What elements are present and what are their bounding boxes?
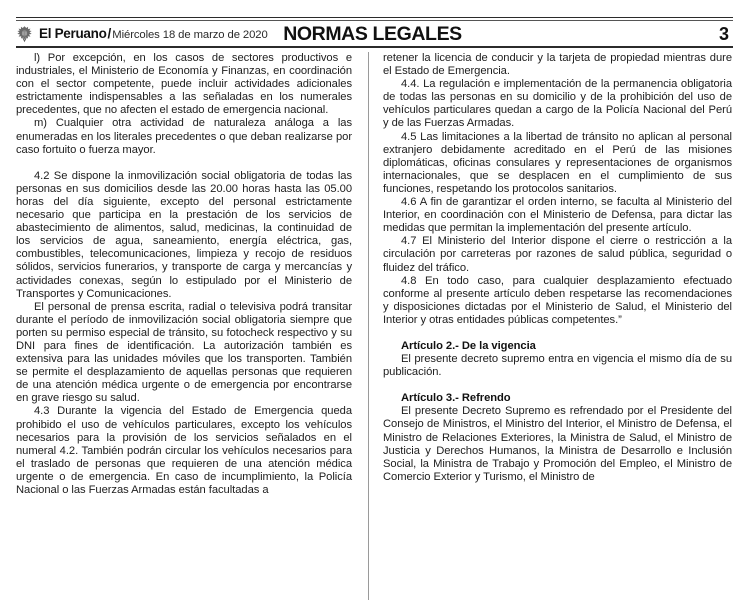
paragraph-literal-l: l) Por excepción, en los casos de sectores productivos e industriales, el Ministerio de Economía y Finanzas, en coordinación con el sector competente, puede incluir actividades adicionales estrictamente indispensables a las señaladas en los numerales precedentes, que no afecten el estado de emergencia nacional. bbox=[16, 52, 352, 117]
paragraph-prensa: El personal de prensa escrita, radial o televisiva podrá transitar durante el período de inmovilización social obligatoria siempre que porten su permiso especial de tránsito, su fotocheck respectivo y su DNI para fines de identificación. La autorización también es extensiva para las unidades móviles que los transporten. También se permite el desplazamiento de aquellas personas que requieren de una atención médica urgente o de emergencia por encontrarse en grave riesgo su salud. bbox=[16, 300, 352, 405]
paragraph-4-6: 4.6 A fin de garantizar el orden interno, se faculta al Ministerio del Interior, en coordinación con el Ministerio de Defensa, para dictar las medidas que permitan la implementación del presente artículo. bbox=[383, 196, 732, 235]
page-title: NORMAS LEGALES bbox=[283, 23, 462, 45]
paragraph-articulo-2: El presente decreto supremo entra en vigencia el mismo día de su publicación. bbox=[383, 353, 732, 379]
header-rule-top-thin bbox=[16, 20, 733, 21]
publication-date: Miércoles 18 de marzo de 2020 bbox=[112, 29, 268, 41]
paragraph-4-3: 4.3 Durante la vigencia del Estado de Emergencia queda prohibido el uso de vehículos particulares, excepto los vehículos necesarios para la provisión de los servicios señalados en el numeral 4.2. También podrán circular los vehículos necesarios para el traslado de personas que requieren de una atención médica urgente o de emergencia. En caso de incumplimiento, la Policía Nacional o las Fuerzas Armadas están facultadas a bbox=[16, 405, 352, 496]
page-number: 3 bbox=[718, 24, 729, 44]
brand-separator: / bbox=[107, 26, 112, 41]
brand-name: El Peruano bbox=[39, 26, 107, 41]
header-rule-top bbox=[16, 17, 733, 18]
paragraph-4-2: 4.2 Se dispone la inmovilización social obligatoria de todas las personas en sus domicilios desde las 20.00 horas hasta las 05.00 horas del día siguiente, excepto del personal estrictamente necesario que participa en la prestación de los servicios de abastecimiento de alimentos, salud, medicinas, la continuidad de los servicios de agua, saneamiento, energía eléctrica, gas, combustibles, telecomunicaciones, limpieza y recojo de residuos sólidos, servicios funerarios, y transporte de carga y mercancías y actividades conexas, según lo estipulado por el Ministerio de Transportes y Comunicaciones. bbox=[16, 169, 352, 300]
heading-articulo-2: Artículo 2.- De la vigencia bbox=[401, 339, 536, 352]
paragraph-4-7: 4.7 El Ministerio del Interior dispone el cierre o restricción a la circulación por carreteras por razones de salud pública, seguridad o fluidez del tráfico. bbox=[383, 235, 732, 274]
page-header bbox=[0, 0, 745, 48]
paragraph-4-4: 4.4. La regulación e implementación de la permanencia obligatoria de todas las personas en su domicilio y de la prohibición del uso de vehículos particulares quedan a cargo de la Policía Nacional del Perú y de las Fuerzas Armadas. bbox=[383, 78, 732, 130]
heading-articulo-3: Artículo 3.- Refrendo bbox=[401, 392, 511, 405]
right-column bbox=[368, 52, 745, 600]
header-rule-bottom bbox=[16, 46, 733, 48]
paragraph-4-5: 4.5 Las limitaciones a la libertad de tránsito no aplican al personal extranjero debidamente acreditado en el Perú de las misiones diplomáticas, oficinas consulares y representaciones de organismos internacionales, que se desplacen en el cumplimiento de sus funciones, respetando los protocolos sanitarios. bbox=[383, 130, 732, 195]
left-column bbox=[0, 52, 368, 600]
document-body bbox=[0, 52, 745, 600]
paragraph-articulo-3: El presente Decreto Supremo es refrendado por el Presidente del Consejo de Ministros, el Ministro del Interior, el Ministro de Defensa, el Ministro de Relaciones Exteriores, la Ministra de Salud, el Ministro de Justicia y Derechos Humanos, la Ministra de Desarrollo e Inclusión Social, la Ministra de Trabajo y Promoción del Empleo, el Ministro de Comercio Exterior y Turismo, el Ministro de bbox=[383, 405, 732, 483]
paragraph-continuation: retener la licencia de conducir y la tarjeta de propiedad mientras dure el Estado de Emergencia. bbox=[383, 52, 732, 78]
paragraph-literal-m: m) Cualquier otra actividad de naturaleza análoga a las enumeradas en los literales precedentes o que deban realizarse por caso fortuito o fuerza mayor. bbox=[16, 117, 352, 156]
paragraph-4-8: 4.8 En todo caso, para cualquier desplazamiento efectuado conforme al presente artículo deben respetarse las recomendaciones y disposiciones dictadas por el Ministerio de Salud, el Ministerio del Interior y otras entidades públicas competentes.” bbox=[383, 274, 732, 326]
